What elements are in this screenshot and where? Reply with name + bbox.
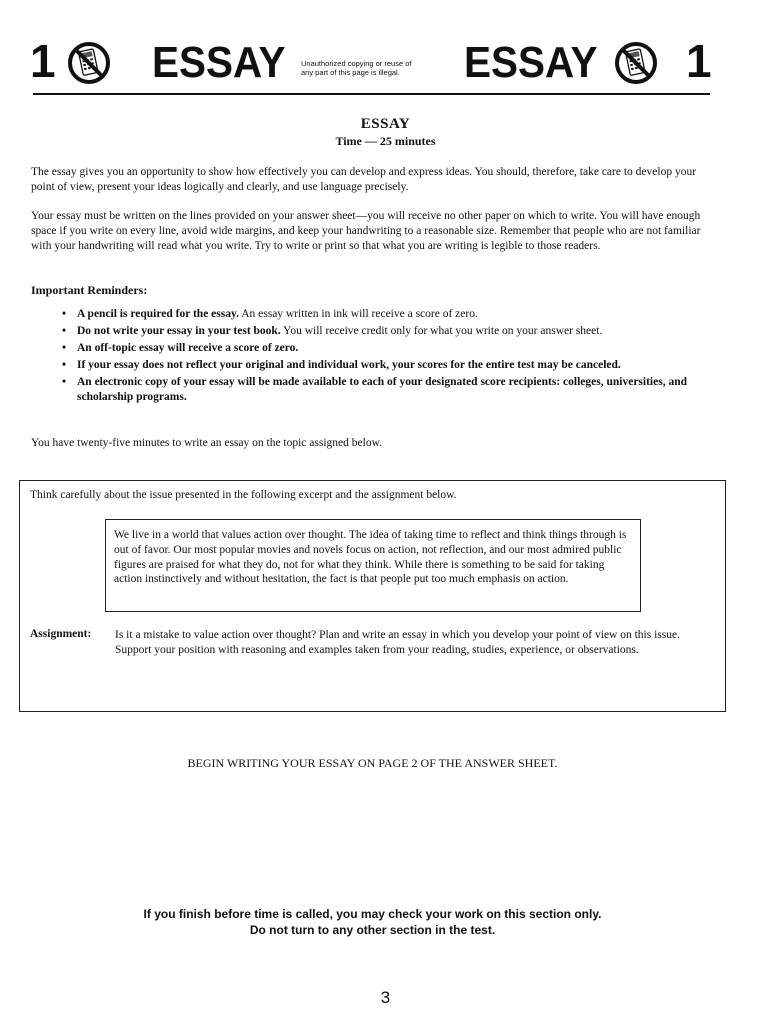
page-number: 3 — [380, 988, 391, 1007]
bullet-icon: • — [62, 376, 67, 388]
reminder-bold-text: Do not write your essay in your test book. — [77, 325, 281, 337]
section-number-left: 1 — [30, 35, 56, 87]
reminders-list — [62, 307, 722, 407]
no-calculator-icon — [67, 41, 111, 85]
assignment-text: Is it a mistake to value action over thought? Plan and write an essay in which you develop your point of view on this issue. Support your position with reasoning and examples taken from your reading, studies, experience, or observations. — [115, 629, 680, 656]
reminder-text: You will receive credit only for what you write on your answer sheet. — [280, 325, 603, 337]
begin-instruction: BEGIN WRITING YOUR ESSAY ON PAGE 2 OF THE ANSWER SHEET. — [187, 756, 558, 770]
finish-note-line2: Do not turn to any other section in the test. — [249, 923, 496, 937]
list-item — [62, 324, 722, 339]
finish-note-line1: If you finish before time is called, you may check your work on this section only. — [143, 907, 602, 921]
intro-paragraph: The essay gives you an opportunity to show how effectively you can develop and express ideas. You should, therefore, take care to develop your point of view, present your ideas logically and clearly, and use language precisely. — [31, 166, 697, 193]
bullet-icon: • — [62, 359, 67, 371]
copyright-notice-line2: any part of this page is illegal. — [301, 68, 400, 77]
bullet-icon: • — [62, 325, 67, 337]
reminder-bold-text: An off-topic essay will receive a score of zero. — [77, 342, 299, 354]
reminder-text: An essay written in ink will receive a score of zero. — [238, 308, 478, 320]
reminder-bold-text: If your essay does not reflect your original and individual work, your scores for the entire test may be canceled. — [77, 359, 621, 371]
header-divider — [33, 93, 710, 95]
no-calculator-icon — [614, 41, 658, 85]
excerpt-text: We live in a world that values action over thought. The idea of taking time to reflect and think things through is out of favor. Our most popular movies and novels focus on action, not reflection, and our most admired public figures are praised for what they do, not for what they think. While there is something to be said for taking action instinctively and without hesitation, the fact is that people put too much emphasis on action. — [114, 529, 627, 586]
copyright-notice — [301, 59, 451, 77]
page-title: ESSAY — [360, 116, 411, 132]
list-item — [62, 375, 722, 405]
list-item — [62, 341, 722, 356]
list-item — [62, 358, 722, 373]
bullet-icon: • — [62, 342, 67, 354]
reminder-bold-text: A pencil is required for the essay. — [77, 308, 239, 320]
reminder-bold-text: An electronic copy of your essay will be made available to each of your designated score recipients: colleges, universities, and scholarship programs. — [77, 376, 687, 403]
section-number-right: 1 — [686, 35, 712, 87]
section-title-right: ESSAY — [464, 38, 598, 87]
reminders-heading: Important Reminders: — [31, 283, 148, 297]
time-note: You have twenty-five minutes to write an essay on the topic assigned below. — [31, 437, 383, 449]
assignment-label: Assignment: — [30, 628, 92, 640]
rules-paragraph: Your essay must be written on the lines provided on your answer sheet—you will receive no other paper on which to write. You will have enough space if you write on every line, avoid wide margins, and keep your handwriting to a reasonable size. Remember that people who are not familiar with your handwriting will read what you write. Try to write or print so that what you are writing is legible to those readers. — [31, 210, 701, 252]
bullet-icon: • — [62, 308, 67, 320]
copyright-notice-line1: Unauthorized copying or reuse of — [301, 59, 412, 68]
time-limit: Time — 25 minutes — [335, 134, 436, 148]
prompt-instruction: Think carefully about the issue presented in the following excerpt and the assignment below. — [30, 489, 457, 501]
list-item — [62, 307, 722, 322]
section-title-left: ESSAY — [152, 38, 286, 87]
